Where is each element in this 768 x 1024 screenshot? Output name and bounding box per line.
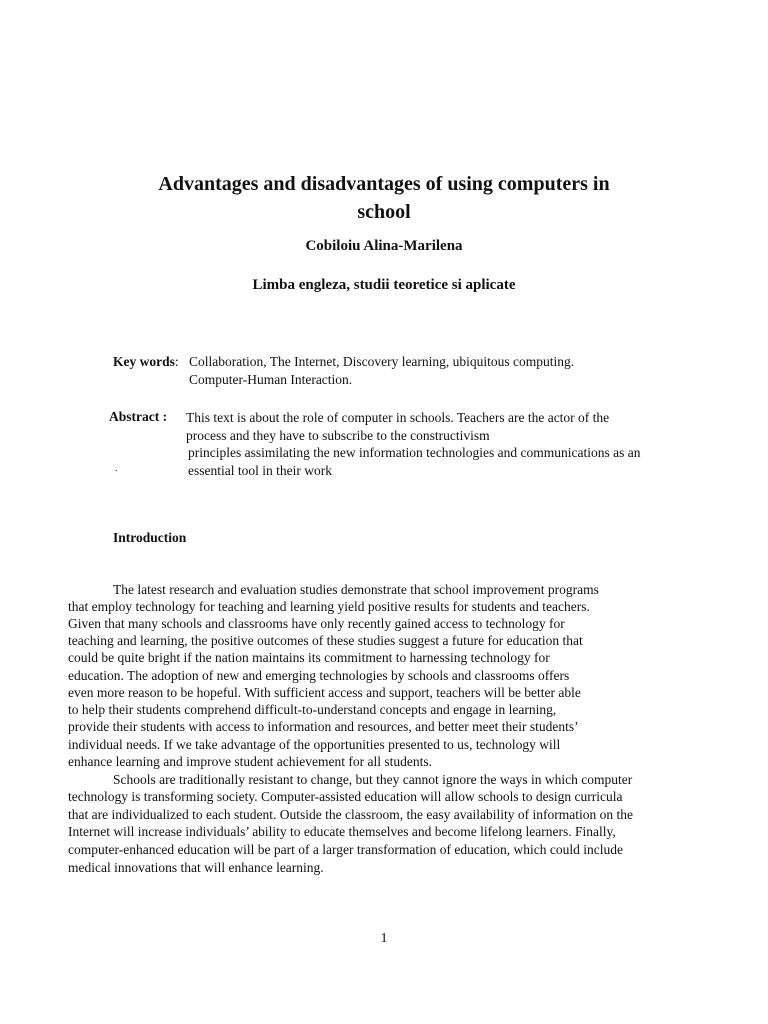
affiliation: Limba engleza, studii teoretice si aplicate — [252, 277, 516, 293]
abstract-line-1: This text is about the role of computer in schools. Teachers are the actor of the — [186, 410, 610, 425]
keywords-label: Key words — [113, 354, 175, 369]
paragraph-line: could be quite bright if the nation maintains its commitment to harnessing technology for — [68, 650, 550, 665]
paragraph-line: The latest research and evaluation studies demonstrate that school improvement programs — [113, 582, 599, 597]
keywords-line-2: Computer-Human Interaction. — [189, 372, 353, 387]
paragraph-line: to help their students comprehend difficult-to-understand concepts and engage in learning, — [68, 702, 557, 717]
paragraph-line: that employ technology for teaching and learning yield positive results for students and teachers. — [68, 599, 590, 614]
keywords-line-1: Collaboration, The Internet, Discovery learning, ubiquitous computing. — [189, 354, 575, 369]
author: Cobiloiu Alina-Marilena — [305, 238, 463, 254]
paragraph-line: Internet will increase individuals’ ability to educate themselves and become lifelong learners. Finally, — [68, 824, 616, 839]
paragraph-line: individual needs. If we take advantage of the opportunities presented to us, technology will — [68, 737, 561, 752]
introduction-heading: Introduction — [113, 530, 187, 545]
title-line-1: Advantages and disadvantages of using computers in — [158, 173, 610, 195]
paragraph-line: enhance learning and improve student achievement for all students. — [68, 754, 432, 769]
paragraph-line: Schools are traditionally resistant to change, but they cannot ignore the ways in which computer — [113, 772, 633, 787]
abstract-stray-mark: . — [115, 463, 118, 474]
abstract-line-3: principles assimilating the new information technologies and communications as an — [188, 445, 641, 460]
title-line-2: school — [357, 201, 411, 223]
abstract-line-2: process and they have to subscribe to the constructivism — [186, 428, 490, 443]
abstract-line-4: essential tool in their work — [188, 463, 332, 478]
paragraph-line: Given that many schools and classrooms have only recently gained access to technology for — [68, 616, 565, 631]
keywords-label-group — [113, 353, 179, 370]
paragraph-line: education. The adoption of new and emerging technologies by schools and classrooms offers — [68, 668, 570, 683]
paragraph-line: technology is transforming society. Computer-assisted education will allow schools to design curricula — [68, 789, 623, 804]
page-number: 1 — [380, 931, 388, 946]
keywords-colon: : — [174, 354, 179, 369]
paragraph-line: provide their students with access to information and resources, and better meet their students’ — [68, 719, 579, 734]
paragraph-line: medical innovations that will enhance learning. — [68, 860, 324, 875]
paragraph-line: that are individualized to each student. Outside the classroom, the easy availability of information on the — [68, 807, 633, 822]
paragraph-line: computer-enhanced education will be part of a larger transformation of education, which could include — [68, 842, 624, 857]
paragraph-line: teaching and learning, the positive outcomes of these studies suggest a future for education that — [68, 633, 583, 648]
paragraph-line: even more reason to be hopeful. With sufficient access and support, teachers will be better able — [68, 685, 581, 700]
abstract-label: Abstract : — [109, 409, 168, 424]
